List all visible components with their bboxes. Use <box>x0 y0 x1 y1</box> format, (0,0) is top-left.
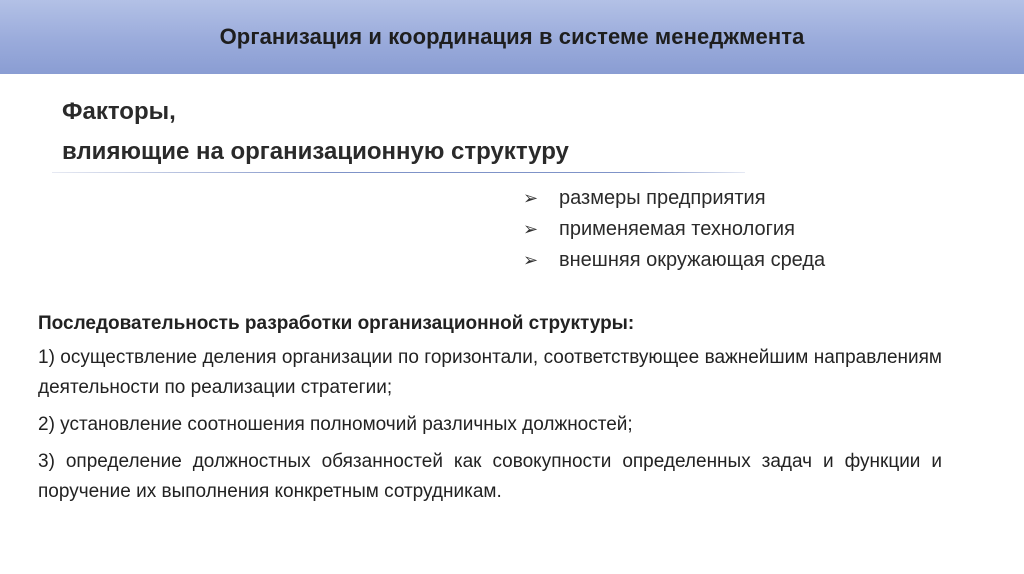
arrow-bullet-icon: ➢ <box>523 250 539 270</box>
slide-title: Организация и координация в системе менеджмента <box>219 24 805 49</box>
factor-item <box>523 183 825 214</box>
factor-item-label: применяемая технология <box>559 218 795 240</box>
slide-header <box>0 0 1024 74</box>
heading-divider <box>52 172 745 173</box>
sequence-item: 3) определение должностных обязанностей как совокупности определенных задач и функции и поручение их выполнения конкретным сотрудникам. <box>38 451 942 502</box>
sequence-item: 1) осуществление деления организации по горизонтали, соответствующее важнейшим направлениям деятельности по реализации стратегии; <box>38 347 942 398</box>
factors-heading-line-2: влияющие на организационную структуру <box>62 138 569 165</box>
factor-item-label: внешняя окружающая среда <box>559 249 826 271</box>
arrow-bullet-icon: ➢ <box>523 188 539 208</box>
factors-heading <box>62 92 569 172</box>
factor-item-label: размеры предприятия <box>559 187 766 209</box>
factors-heading-line-1: Факторы, <box>62 98 176 125</box>
factor-item <box>523 214 825 245</box>
sequence-title: Последовательность разработки организационной структуры: <box>38 313 635 334</box>
sequence-section <box>38 313 942 514</box>
arrow-bullet-icon: ➢ <box>523 219 539 239</box>
factor-item <box>523 245 825 276</box>
factors-list <box>523 183 825 276</box>
sequence-item: 2) установление соотношения полномочий различных должностей; <box>38 414 633 435</box>
